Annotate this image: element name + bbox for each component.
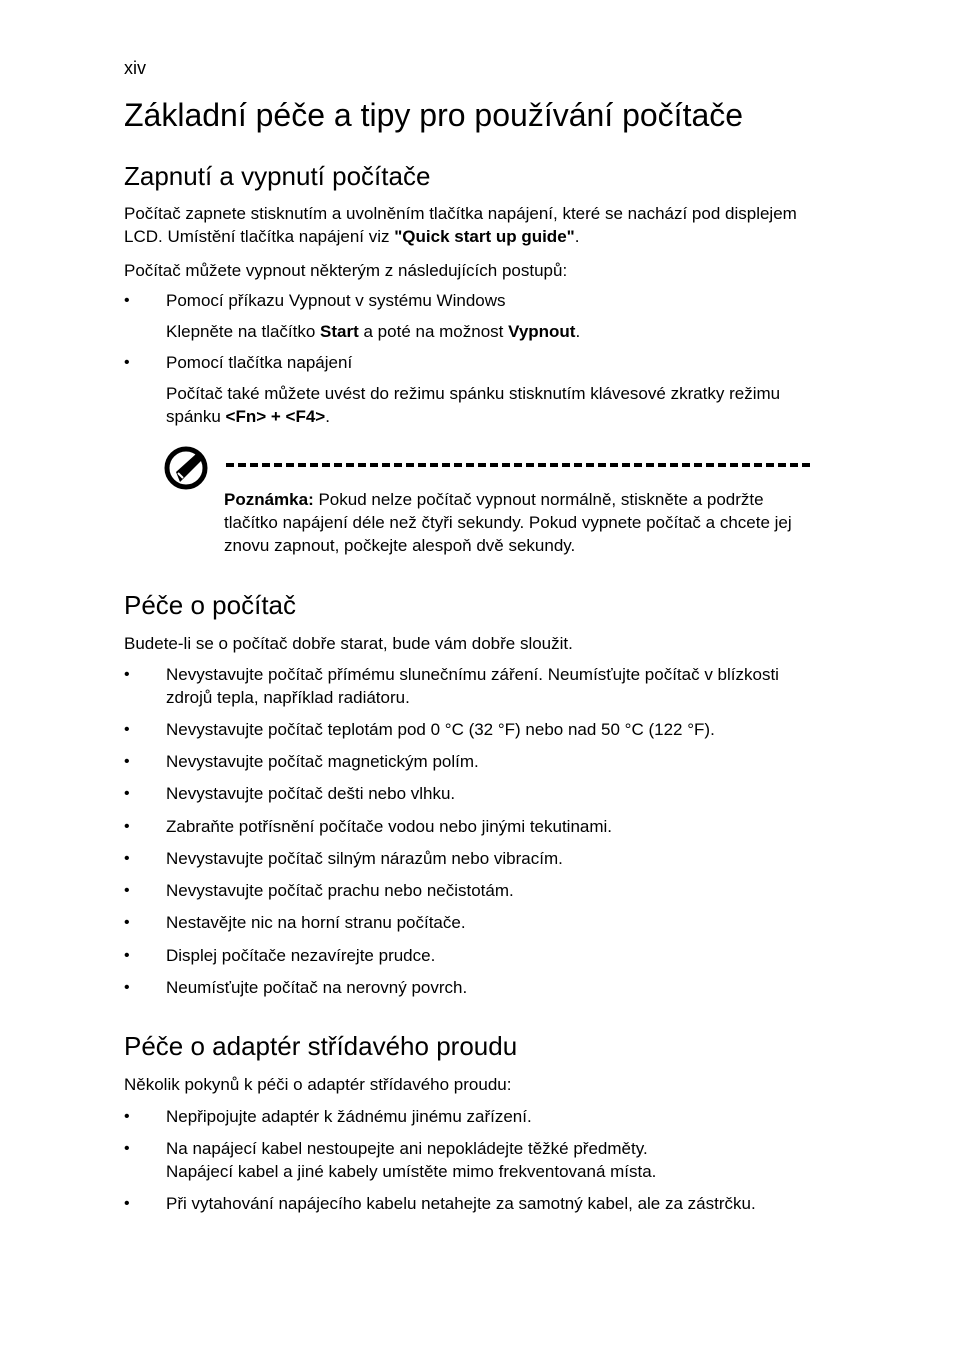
note-pen-icon bbox=[162, 444, 212, 492]
bullet: • bbox=[124, 721, 130, 738]
bullet: • bbox=[124, 666, 130, 683]
bullet: • bbox=[124, 753, 130, 770]
list-item: Nevystavujte počítač prachu nebo nečistotám. bbox=[166, 881, 514, 900]
list-item: Zabraňte potřísnění počítače vodou nebo jinými tekutinami. bbox=[166, 817, 613, 836]
bullet: • bbox=[124, 1108, 130, 1125]
list-item: Neumísťujte počítač na nerovný povrch. bbox=[166, 978, 468, 997]
list-item-detail: Počítač také můžete uvést do režimu spánku stisknutím klávesové zkratky režimu spánku <Fn> + <F4>. bbox=[166, 384, 781, 426]
list-item: Při vytahování napájecího kabelu netahejte za samotný kabel, ale za zástrčku. bbox=[166, 1194, 756, 1213]
page-number: xiv bbox=[124, 58, 146, 78]
bullet: • bbox=[124, 292, 130, 309]
section-heading-power: Zapnutí a vypnutí počítače bbox=[124, 161, 431, 191]
bullet: • bbox=[124, 354, 130, 371]
paragraph-care-intro: Budete-li se o počítač dobře starat, bude vám dobře sloužit. bbox=[124, 634, 573, 653]
list-item: Na napájecí kabel nestoupejte ani nepokládejte těžké předměty. Napájecí kabel a jiné kabely umístěte mimo frekventovaná místa. bbox=[166, 1139, 657, 1181]
bullet: • bbox=[124, 1195, 130, 1212]
section-heading-adapter-care: Péče o adaptér střídavého proudu bbox=[124, 1031, 518, 1061]
note-text: Poznámka: Pokud nelze počítač vypnout normálně, stiskněte a podržte tlačítko napájení déle než čtyři sekundy. Pokud vypnete počítač a chcete jej znovu zapnout, počkejte alespoň dvě sekundy. bbox=[224, 490, 792, 555]
bullet: • bbox=[124, 979, 130, 996]
bullet: • bbox=[124, 785, 130, 802]
paragraph-adapter-intro: Několik pokynů k péči o adaptér střídavého proudu: bbox=[124, 1075, 512, 1094]
bullet: • bbox=[124, 818, 130, 835]
quick-start-guide-ref: "Quick start up guide" bbox=[394, 227, 575, 246]
list-item: Nevystavujte počítač přímému slunečnímu záření. Neumísťujte počítač v blízkosti zdrojů tepla, například radiátoru. bbox=[166, 665, 779, 707]
bullet: • bbox=[124, 914, 130, 931]
paragraph-power-off: Počítač můžete vypnout některým z následujících postupů: bbox=[124, 261, 568, 280]
list-item: Pomocí příkazu Vypnout v systému Windows bbox=[166, 291, 506, 310]
bullet: • bbox=[124, 1140, 130, 1157]
page-title: Základní péče a tipy pro používání počítače bbox=[124, 97, 744, 133]
list-item: Nevystavujte počítač silným nárazům nebo vibracím. bbox=[166, 849, 563, 868]
list-item: Nevystavujte počítač magnetickým polím. bbox=[166, 752, 479, 771]
bullet: • bbox=[124, 850, 130, 867]
list-item: Nepřipojujte adaptér k žádnému jinému zařízení. bbox=[166, 1107, 532, 1126]
list-item-detail: Klepněte na tlačítko Start a poté na možnost Vypnout. bbox=[166, 322, 581, 341]
list-item: Nevystavujte počítač teplotám pod 0 °C (32 °F) nebo nad 50 °C (122 °F). bbox=[166, 720, 715, 739]
note-divider bbox=[226, 463, 810, 467]
list-item: Nevystavujte počítač dešti nebo vlhku. bbox=[166, 784, 456, 803]
bullet: • bbox=[124, 947, 130, 964]
bullet: • bbox=[124, 882, 130, 899]
list-item: Pomocí tlačítka napájení bbox=[166, 353, 353, 372]
list-item: Nestavějte nic na horní stranu počítače. bbox=[166, 913, 466, 932]
paragraph-power-on: Počítač zapnete stisknutím a uvolněním tlačítka napájení, které se nachází pod displejem LCD. Umístění tlačítka napájení viz "Quick start up guide". bbox=[124, 204, 797, 246]
section-heading-computer-care: Péče o počítač bbox=[124, 590, 296, 620]
list-item: Displej počítače nezavírejte prudce. bbox=[166, 946, 436, 965]
